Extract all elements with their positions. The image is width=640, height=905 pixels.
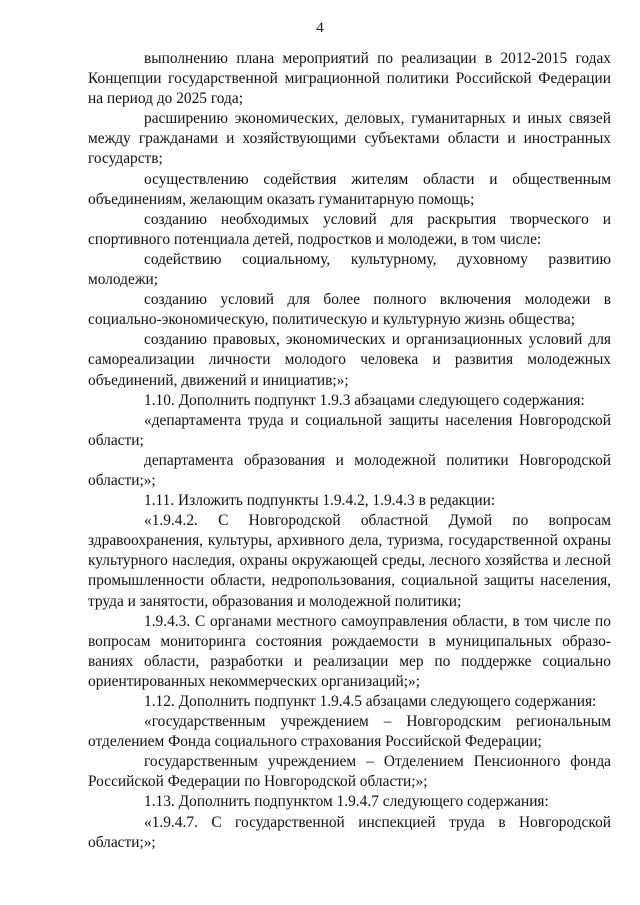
paragraph: «государственным учреждением – Новгородским региональным отделением Фонда социального страхования Российской Федерации; [88,713,611,751]
paragraph: выполнению плана мероприятий по реализации в 2012-2015 годах Концепции государственной миграционной политики Российской Федерации на период до 2025 года; [88,50,611,108]
paragraph: содействию социальному, культурному, духовному развитию молодежи; [88,250,611,289]
paragraph: созданию условий для более полного включения молодежи в социально-экономическую, политическую и культурную жизнь общества; [88,291,611,329]
paragraph: созданию правовых, экономических и организационных условий для самореализации личности молодого человека и развития молодежных объединений, движений и инициатив;»; [88,331,611,389]
paragraph: государственным учреждением – Отделением Пенсионного фонда Российской Федерации по Новгородской области;»; [88,753,611,791]
document-body [88,49,611,853]
paragraph: 1.13. Дополнить подпунктом 1.9.4.7 следующего содержания: [144,793,549,811]
paragraph: созданию необходимых условий для раскрытия творческого и спортивного потенциала детей, подростков и молодежи, в том числе: [88,210,611,248]
paragraph: осуществлению содействия жителям области и общественным объединениям, желающим оказать гуманитарную помощь; [88,170,611,208]
page-number: 4 [316,20,324,36]
paragraph: 1.9.4.3. С органами местного самоуправления области, в том числе по вопросам мониторинга состояния рождаемости в муниципальных образованиях области, разработки и реализации мер по поддержке социально ориентированных некоммерческих организаций;»; [88,612,611,690]
paragraph: 1.11. Изложить подпункты 1.9.4.2, 1.9.4.3 в редакции: [144,492,496,510]
paragraph: «1.9.4.7. С государственной инспекцией труда в Новгородской области;»; [88,813,611,851]
paragraph: «1.9.4.2. С Новгородской областной Думой по вопросам здравоохранения, культуры, архивного дела, туризма, государственной охраны культурного наследия, охраны окружающей среды, лесного хозяйства и лесной промышленности области, недропользования, социальной защиты населения, труда и занятости, образования и молодежной политики; [88,512,611,610]
paragraph: 1.10. Дополнить подпункт 1.9.3 абзацами следующего содержания: [144,391,585,409]
paragraph: 1.12. Дополнить подпункт 1.9.4.5 абзацами следующего содержания: [144,693,597,710]
paragraph: расширению экономических, деловых, гуманитарных и иных связей между гражданами и хозяйствующими субъектами области и иностранных государств; [88,110,611,168]
paragraph: департамента образования и молодежной политики Новгородской области;»; [88,451,611,489]
paragraph: «департамента труда и социальной защиты населения Новгородской области; [88,411,611,449]
